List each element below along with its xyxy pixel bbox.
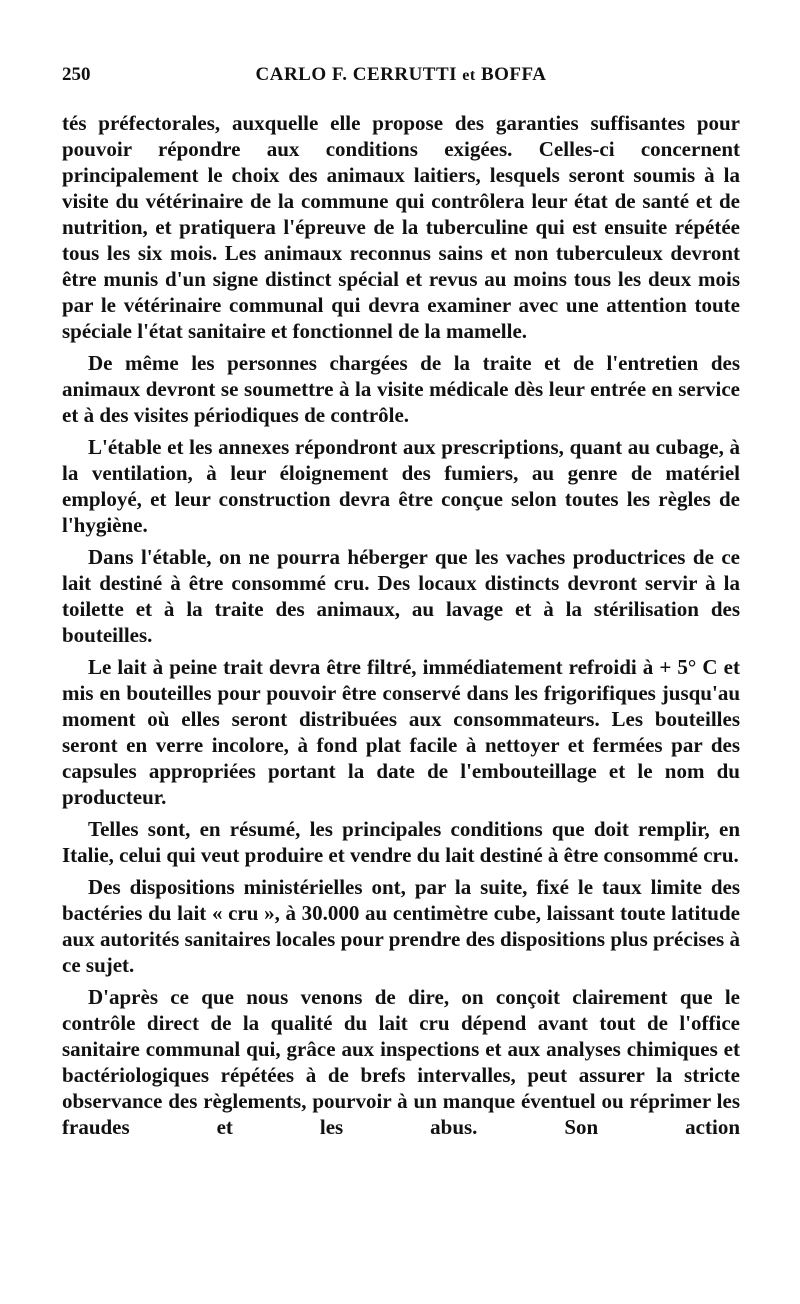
- running-head-conjunction: et: [462, 67, 476, 84]
- running-head-coauthor: BOFFA: [480, 64, 547, 85]
- paragraph-1: tés préfectorales, auxquelle elle propose des garanties suffisantes pour pouvoir répondre aux conditions exigées. Celles-ci concernent principalement le choix des animaux laitiers, lesquels seront soumis à la visite du vétérinaire de la commune qui contrôlera leur état de santé et de nutrition, et pratiquera l'épreuve de la tuberculine qui est ensuite répétée tous les six mois. Les animaux reconnus sains et non tuberculeux devront être munis d'un signe distinct spécial et revus au moins tous les deux mois par le vétérinaire communal qui devra examiner avec une attention toute spéciale l'état sanitaire et fonctionnel de la mamelle.: [62, 111, 740, 343]
- paragraph-4: Dans l'étable, on ne pourra héberger que les vaches productrices de ce lait destiné à être consommé cru. Des locaux distincts devront servir à la toilette et à la traite des animaux, au lavage et à la stérilisation des bouteilles.: [62, 545, 740, 647]
- running-head-authors: CARLO F. CERRUTTI: [255, 64, 458, 85]
- paragraph-7: Des dispositions ministérielles ont, par la suite, fixé le taux limite des bactéries du lait « cru », à 30.000 au centimètre cube, laissant toute latitude aux autorités sanitaires locales pour prendre des dispositions plus précises à ce sujet.: [62, 875, 740, 977]
- paragraph-3: L'étable et les annexes répondront aux prescriptions, quant au cubage, à la ventilation, à leur éloignement des fumiers, au genre de matériel employé, et leur construction devra être conçue selon toutes les règles de l'hygiène.: [62, 435, 740, 537]
- paragraph-2: De même les personnes chargées de la traite et de l'entretien des animaux devront se soumettre à la visite médicale dès leur entrée en service et à des visites périodiques de contrôle.: [62, 351, 740, 427]
- page-number: 250: [62, 64, 91, 85]
- body-text: [62, 110, 740, 1146]
- paragraph-5: Le lait à peine trait devra être filtré, immédiatement refroidi à + 5° C et mis en bouteilles pour pouvoir être conservé dans les frigorifiques jusqu'au moment où elles seront distribuées aux consommateurs. Les bouteilles seront en verre incolore, à fond plat facile à nettoyer et fermées par des capsules appropriées portant la date de l'embouteillage et le nom du producteur.: [62, 655, 740, 809]
- page-header: [62, 64, 740, 94]
- paragraph-8: D'après ce que nous venons de dire, on conçoit clairement que le contrôle direct de la qualité du lait cru dépend avant tout de l'office sanitaire communal qui, grâce aux inspections et aux analyses chimiques et bactériologiques répétées à de brefs intervalles, peut assurer la stricte observance des règlements, pourvoir à un manque éventuel ou réprimer les fraudes et les abus. Son action: [62, 985, 740, 1139]
- paragraph-6: Telles sont, en résumé, les principales conditions que doit remplir, en Italie, celui qui veut produire et vendre du lait destiné à être consommé cru.: [62, 817, 740, 867]
- running-head: [62, 64, 740, 86]
